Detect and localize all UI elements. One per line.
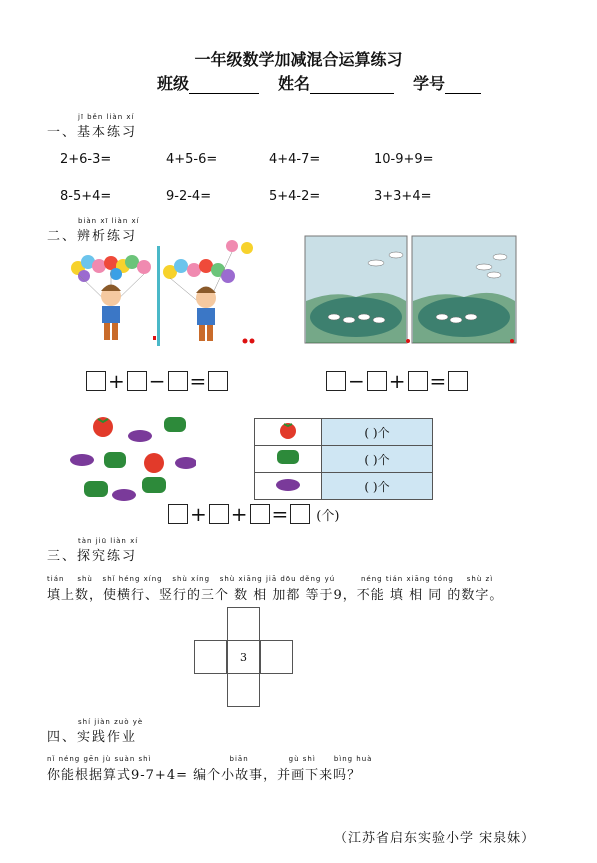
answer-box[interactable]	[168, 504, 188, 524]
pepper-icon	[255, 446, 322, 473]
sec4-instruction-pinyin: nǐ néng gēn jù suàn shì biān gù shì bìng huà	[47, 755, 373, 763]
operator: −	[348, 369, 365, 393]
equation-left	[86, 369, 228, 393]
count-cell[interactable]: ( )个	[322, 473, 433, 500]
balloons-left	[71, 255, 151, 340]
operator: +	[190, 502, 207, 526]
sec2-pinyin: biàn xī liàn xí	[78, 217, 140, 225]
sec4-heading: 四、实践作业	[47, 730, 138, 745]
operator: =	[189, 369, 207, 393]
sec2-heading: 二、辨析练习	[47, 229, 138, 244]
class-field	[157, 71, 259, 94]
class-label: 班级	[157, 74, 190, 93]
table-row	[255, 446, 433, 473]
exercise: 10-9+9=	[374, 152, 434, 167]
balloon-boy-illustration	[66, 236, 266, 348]
answer-box[interactable]	[448, 371, 468, 391]
page-title: 一年级数学加减混合运算练习	[194, 50, 403, 69]
sec1-pinyin: jī běn liàn xí	[78, 113, 135, 121]
answer-box[interactable]	[208, 371, 228, 391]
answer-box[interactable]	[127, 371, 147, 391]
name-label: 姓名	[278, 74, 311, 93]
puzzle-cell[interactable]	[227, 673, 260, 707]
operator: +	[108, 369, 125, 393]
geese-pond-illustration	[304, 235, 518, 346]
footer-credit: （江苏省启东实验小学 宋泉妹）	[334, 831, 536, 846]
answer-box[interactable]	[209, 504, 229, 524]
answer-box[interactable]	[408, 371, 428, 391]
exercise: 4+5-6=	[166, 152, 218, 167]
operator: =	[429, 369, 447, 393]
answer-box[interactable]	[290, 504, 310, 524]
puzzle-cell[interactable]	[227, 607, 260, 641]
table-row	[255, 473, 433, 500]
exercise: 4+4-7=	[269, 152, 321, 167]
tomato-icon	[255, 419, 322, 446]
exercise: 2+6-3=	[60, 152, 112, 167]
exercise: 5+4-2=	[269, 189, 321, 204]
sec3-instruction: 填上数，使横行、竖行的三个 数 相 加都 等于9，不能 填 相 同 的数字。	[47, 588, 504, 603]
name-blank[interactable]	[310, 77, 394, 94]
answer-box[interactable]	[367, 371, 387, 391]
sec4-pinyin: shí jiàn zuò yè	[78, 718, 144, 726]
puzzle-center-cell: 3	[227, 640, 260, 674]
sec3-pinyin: tàn jiū liàn xí	[78, 537, 139, 545]
answer-box[interactable]	[168, 371, 188, 391]
operator: +	[388, 369, 406, 393]
answer-box[interactable]	[250, 504, 270, 524]
table-row	[255, 419, 433, 446]
vegetables-illustration	[66, 413, 196, 505]
equation-right	[326, 369, 468, 393]
count-cell[interactable]: ( )个	[322, 419, 433, 446]
puzzle-cell[interactable]	[194, 640, 227, 674]
unit-label: (个)	[316, 508, 340, 524]
sum-equation	[168, 502, 339, 526]
count-cell[interactable]: ( )个	[322, 446, 433, 473]
class-blank[interactable]	[189, 77, 259, 94]
answer-box[interactable]	[86, 371, 106, 391]
eggplant-icon	[255, 473, 322, 500]
puzzle-cell[interactable]	[260, 640, 293, 674]
operator: =	[271, 502, 289, 526]
sec4-instruction: 你能根据算式9-7+4= 编个小故事，并画下来吗？	[47, 768, 362, 783]
sec3-instruction-pinyin: tián shù shǐ héng xíng shù xíng shù xiāng jiā dōu děng yú néng tián xiāng tóng shù zì	[47, 575, 494, 583]
id-blank[interactable]	[445, 77, 481, 94]
exercise: 9-2-4=	[166, 189, 212, 204]
operator: −	[148, 369, 166, 393]
balloons-right	[163, 240, 253, 341]
vegetable-count-table	[254, 418, 433, 500]
exercise: 3+3+4=	[374, 189, 432, 204]
operator: +	[230, 502, 248, 526]
sec3-heading: 三、探究练习	[47, 549, 138, 564]
id-field	[413, 71, 481, 94]
exercise: 8-5+4=	[60, 189, 112, 204]
name-field	[278, 71, 394, 94]
sec1-heading: 一、基本练习	[47, 125, 138, 140]
id-label: 学号	[413, 74, 446, 93]
answer-box[interactable]	[326, 371, 346, 391]
